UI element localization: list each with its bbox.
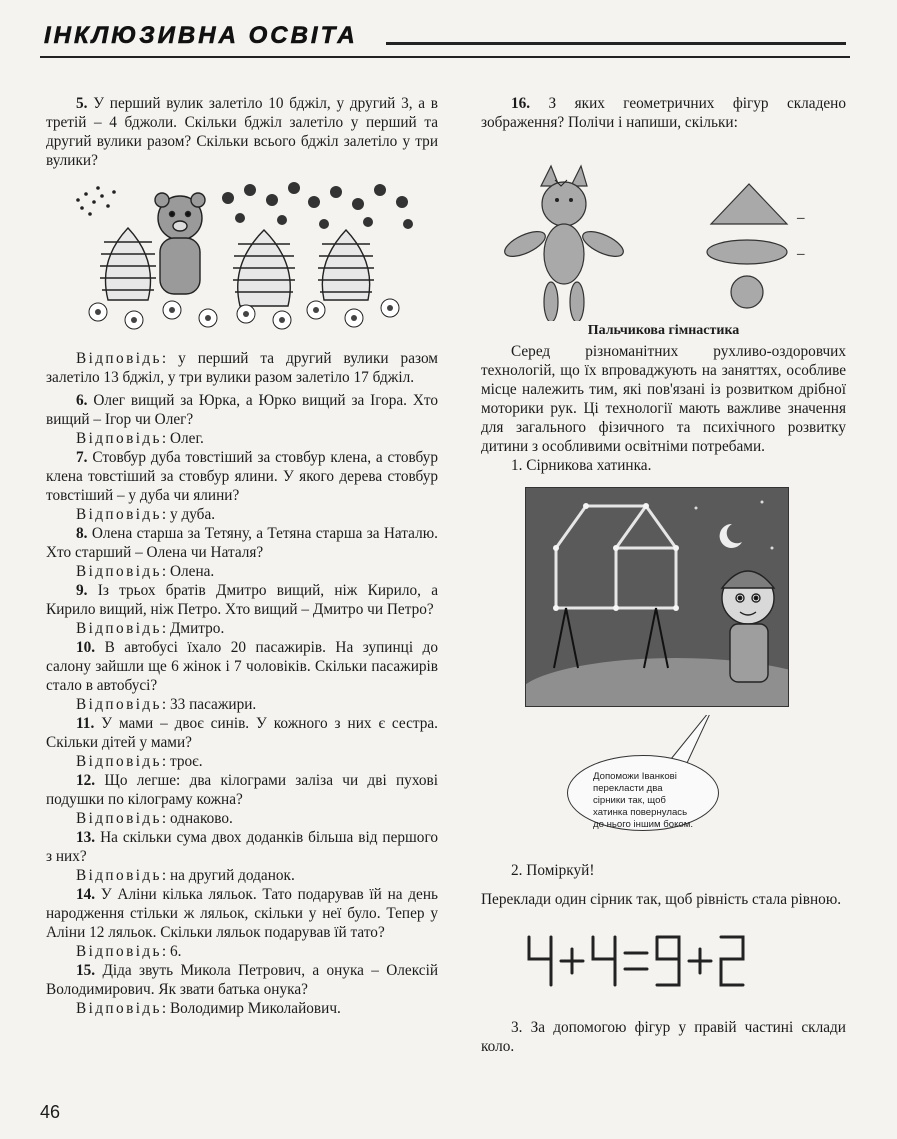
section-header-title: ІНКЛЮЗИВНА ОСВІТА bbox=[44, 22, 358, 49]
page-header bbox=[40, 18, 850, 58]
count-dash-oval: – bbox=[797, 246, 805, 262]
exercise-3-text: 3. За допомогою фігур у правій частині склади коло. bbox=[481, 1019, 846, 1055]
answer-15: Відповідь: Володимир Миколайович. bbox=[76, 1000, 341, 1017]
answer-12: Відповідь: однаково. bbox=[76, 810, 233, 827]
matchstick-equation bbox=[521, 931, 761, 991]
count-dash-triangle: – bbox=[797, 210, 805, 226]
question-15: 15. Діда звуть Микола Петрович, а онука – Олексій Володимирович. Як звати батька онука? bbox=[46, 962, 439, 998]
question-11: 11. У мами – двоє синів. У кожного з них є сестра. Скільки дітей у мами? bbox=[46, 715, 438, 751]
match-house-illustration bbox=[525, 487, 789, 707]
speech-bubble-text: Допоможи Іванкові перекласти два сірники так, щоб хатинка повернулась до нього іншим боком. bbox=[593, 771, 693, 830]
exercise-1-title: 1. Сірникова хатинка. bbox=[511, 457, 652, 474]
geometric-shapes-figure bbox=[481, 136, 846, 321]
section-finger-gymnastics-title: Пальчикова гімнастика bbox=[587, 323, 740, 338]
answer-10: Відповідь: 33 пасажири. bbox=[76, 696, 257, 713]
page-number: 46 bbox=[40, 1102, 61, 1122]
left-column bbox=[46, 94, 438, 1018]
beehives-bear-illustration bbox=[68, 180, 428, 330]
answer-11: Відповідь: троє. bbox=[76, 753, 203, 770]
question-9: 9. Із трьох братів Дмитро вищий, ніж Кирило, а Кирило вищий, ніж Петро. Хто вищий – Дмитро чи Петро? bbox=[46, 582, 438, 618]
answer-9: Відповідь: Дмитро. bbox=[76, 620, 225, 637]
match-house-svg bbox=[526, 488, 788, 706]
exercise-2-text: Переклади один сірник так, щоб рівність стала рівною. bbox=[481, 891, 842, 908]
question-8: 8. Олена старша за Тетяну, а Тетяна старша за Наталю. Хто старший – Олена чи Наталя? bbox=[46, 525, 438, 561]
intro-paragraph: Серед різноманітних рухливо-оздоровчих технологій, що їх впроваджують на заняттях, особливе місце належить тим, які пов'язані із розвитком дрібної моторики рук. Ці технології мають важливе значення для загального фізичного та психічного розвитку дитини з особливими освітніми потребами. bbox=[481, 343, 846, 455]
right-column bbox=[481, 94, 846, 1056]
answer-5: Відповідь: у перший та другий вулики разом залетіло 13 бджіл, у три вулики разом залетіло 17 бджіл. bbox=[46, 350, 438, 386]
question-7: 7. Стовбур дуба товстіший за стовбур клена, а стовбур клена товстіший за стовбур ялини. У якого дерева стовбур товстіший – у дуба чи ялини? bbox=[46, 449, 438, 504]
answer-8: Відповідь: Олена. bbox=[76, 563, 215, 580]
question-13: 13. На скільки сума двох доданків більша від першого з них? bbox=[46, 829, 438, 865]
answer-6: Відповідь: Олег. bbox=[76, 430, 204, 447]
question-14: 14. У Аліни кілька ляльок. Тато подарував їй на день народження стільки ж ляльок, скільки у неї було. Тепер у Аліни 12 ляльок. Скільки ляльок подарував їй тато? bbox=[46, 886, 439, 941]
exercise-2-title: 2. Поміркуй! bbox=[511, 862, 595, 879]
answer-7: Відповідь: у дуба. bbox=[76, 506, 216, 523]
question-5: 5. У перший вулик залетіло 10 бджіл, у другий 3, а в третій – 4 бджоли. Скільки бджіл залетіло у перший та другий вулики разом? Скільки всього бджіл залетіло у три вулики? bbox=[46, 95, 438, 169]
speech-bubble-area bbox=[481, 715, 846, 830]
question-16: 16. З яких геометричних фігур складено зображення? Полічи і напиши, скільки: bbox=[481, 95, 846, 131]
header-rule bbox=[40, 56, 850, 58]
answer-13: Відповідь: на другий доданок. bbox=[76, 867, 295, 884]
question-10: 10. В автобусі їхало 20 пасажирів. На зупинці до салону зайшли ще 6 жінок і 7 чоловіків. Скільки пасажирів стало в автобусі? bbox=[46, 639, 438, 694]
question-12: 12. Що легше: два кілограми заліза чи дві пухові подушки по кілограму кожна? bbox=[46, 772, 439, 808]
header-line bbox=[386, 42, 846, 45]
answer-14: Відповідь: 6. bbox=[76, 943, 182, 960]
shapes-illustration bbox=[481, 136, 846, 321]
question-6: 6. Олег вищий за Юрка, а Юрко вищий за Ігора. Хто вищий – Ігор чи Олег? bbox=[46, 392, 438, 428]
